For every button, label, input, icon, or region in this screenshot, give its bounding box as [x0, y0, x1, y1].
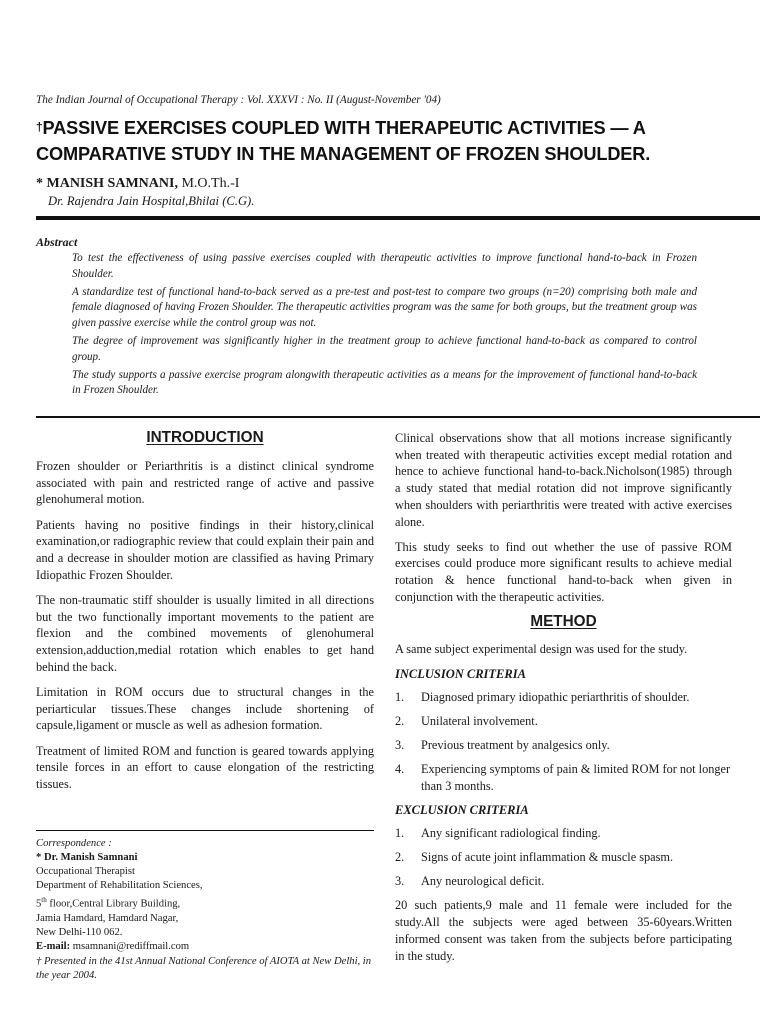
list-item [395, 873, 732, 890]
body-paragraph: Limitation in ROM occurs due to structural changes in the periarticular tissues.These changes include shortening of capsule,ligament or muscle as well as adhesion formation. [36, 684, 374, 733]
list-item [395, 761, 732, 794]
method-heading: METHOD [530, 613, 597, 631]
list-text: Unilateral involvement. [421, 713, 538, 728]
dagger-mark: † [36, 120, 43, 134]
inclusion-list [395, 689, 732, 795]
correspondence-line: Jamia Hamdard, Hamdard Nagar, [36, 913, 179, 924]
abstract-body [72, 251, 697, 401]
body-paragraph: Patients having no positive findings in their history,clinical examination,or radiographic review that could explain their pain and and a decrease in shoulder motion are classified as having Primary Idiopathic Frozen Shoulder. [36, 517, 374, 582]
list-item [395, 825, 732, 842]
inclusion-heading: INCLUSION CRITERIA [395, 666, 526, 681]
method-closing: 20 such patients,9 male and 11 female were included for the study.All the subjects were aged between 35-60years.Written informed consent was taken from the subjects before participating in the study. [395, 898, 732, 963]
paper-title [36, 116, 748, 166]
list-item [395, 689, 732, 706]
abstract-paragraph: A standardize test of functional hand-to-back served as a pre-test and post-test to compare two groups (n=20) comprising both male and female diagnosed of having Frozen Shoulder. The therapeutic activities program was the same for both groups, but the treatment group was given passive exercise while the control group was not. [72, 285, 697, 329]
journal-citation: The Indian Journal of Occupational Therapy : Vol. XXXVI : No. II (August-November '04) [36, 94, 441, 106]
list-number: 4. [395, 762, 405, 777]
list-item [395, 849, 732, 866]
list-item [395, 713, 732, 730]
abstract-paragraph: The study supports a passive exercise program alongwith therapeutic activities as a means for the improvement of functional hand-to-back in Frozen Shoulder. [72, 368, 697, 397]
header-divider [36, 216, 760, 220]
list-number: 2. [395, 850, 405, 865]
footnote-divider [36, 830, 374, 831]
correspondence-name: * Dr. Manish Samnani [36, 852, 138, 864]
correspondence-line: New Delhi-110 062. [36, 927, 123, 939]
list-text: Any neurological deficit. [421, 874, 545, 889]
floor-number: 5 [36, 898, 42, 910]
right-column [395, 430, 732, 973]
presentation-footnote: † Presented in the 41st Annual National Conference of AIOTA at New Delhi, in the year 2004. [36, 956, 372, 982]
body-paragraph: Clinical observations show that all motions increase significantly when treated with therapeutic activities except medial rotation and hence to achieve functional hand-to-back.Nicholson(1985) through a study stated that medial rotation did not improve significantly when shoulders with periarthritis were treated with active exercises alone. [395, 431, 732, 529]
email-label: E-mail: [36, 941, 71, 953]
list-number: 3. [395, 874, 405, 889]
author-degree: M.O.Th.-I [177, 176, 240, 191]
floor-rest: floor,Central Library Building, [46, 898, 181, 910]
list-text: Experiencing symptoms of pain & limited ROM for not longer than 3 months. [421, 762, 731, 793]
abstract-paragraph: To test the effectiveness of using passive exercises coupled with therapeutic activities to improve functional hand-to-back in Frozen Shoulder. [72, 252, 697, 280]
list-number: 1. [395, 689, 405, 704]
list-text: Any significant radiological finding. [421, 825, 601, 840]
list-number: 3. [395, 738, 405, 753]
correspondence-line [36, 893, 374, 912]
paper-title-text: PASSIVE EXERCISES COUPLED WITH THERAPEUTIC ACTIVITIES — A COMPARATIVE STUDY IN THE MANAGEMENT OF FROZEN SHOULDER. [36, 118, 651, 164]
email-address: msamnani@rediffmail.com [70, 941, 190, 953]
abstract-divider [36, 416, 760, 418]
list-text: Diagnosed primary idiopathic periarthritis of shoulder. [421, 689, 690, 704]
left-column [36, 458, 374, 801]
list-number: 1. [395, 825, 405, 840]
body-paragraph: Frozen shoulder or Periarthritis is a distinct clinical syndrome associated with pain and restricted range of active and passive glenohumeral motion. [36, 459, 374, 507]
exclusion-heading: EXCLUSION CRITERIA [395, 803, 529, 818]
correspondence-line: Department of Rehabilitation Sciences, [36, 880, 203, 892]
abstract-heading: Abstract [36, 235, 78, 249]
body-paragraph: Treatment of limited ROM and function is geared towards applying tensile forces in an effort to cause elongation of the restricting tissues. [36, 743, 374, 791]
author-name: * MANISH SAMNANI, [36, 176, 178, 191]
author-affiliation: Dr. Rajendra Jain Hospital,Bhilai (C.G). [48, 194, 255, 208]
body-paragraph: This study seeks to find out whether the use of passive ROM exercises could produce more significant results to achieve medial rotation & hence functional hand-to-back when given in conjunction with the therapeutic activities. [395, 539, 732, 604]
correspondence-label: Correspondence : [36, 838, 112, 849]
correspondence-line: Occupational Therapist [36, 866, 135, 878]
list-number: 2. [395, 713, 405, 728]
list-item [395, 737, 732, 754]
abstract-paragraph: The degree of improvement was significantly higher in the treatment group to achieve functional hand-to-back as compared to control group. [72, 334, 697, 363]
floor-suffix: th [41, 896, 47, 905]
method-intro: A same subject experimental design was used for the study. [395, 641, 688, 656]
correspondence-block [36, 837, 374, 983]
introduction-heading: INTRODUCTION [146, 429, 264, 446]
exclusion-list [395, 825, 732, 890]
list-text: Signs of acute joint inflammation & muscle spasm. [421, 850, 674, 865]
list-text: Previous treatment by analgesics only. [421, 738, 610, 753]
author-line [36, 176, 239, 192]
body-paragraph: The non-traumatic stiff shoulder is usually limited in all directions but the two functionally important movements to the patient are flexion and the combined movements of glenohumeral extension,adduction,medial rotation which enables to get hand behind the back. [36, 592, 374, 674]
